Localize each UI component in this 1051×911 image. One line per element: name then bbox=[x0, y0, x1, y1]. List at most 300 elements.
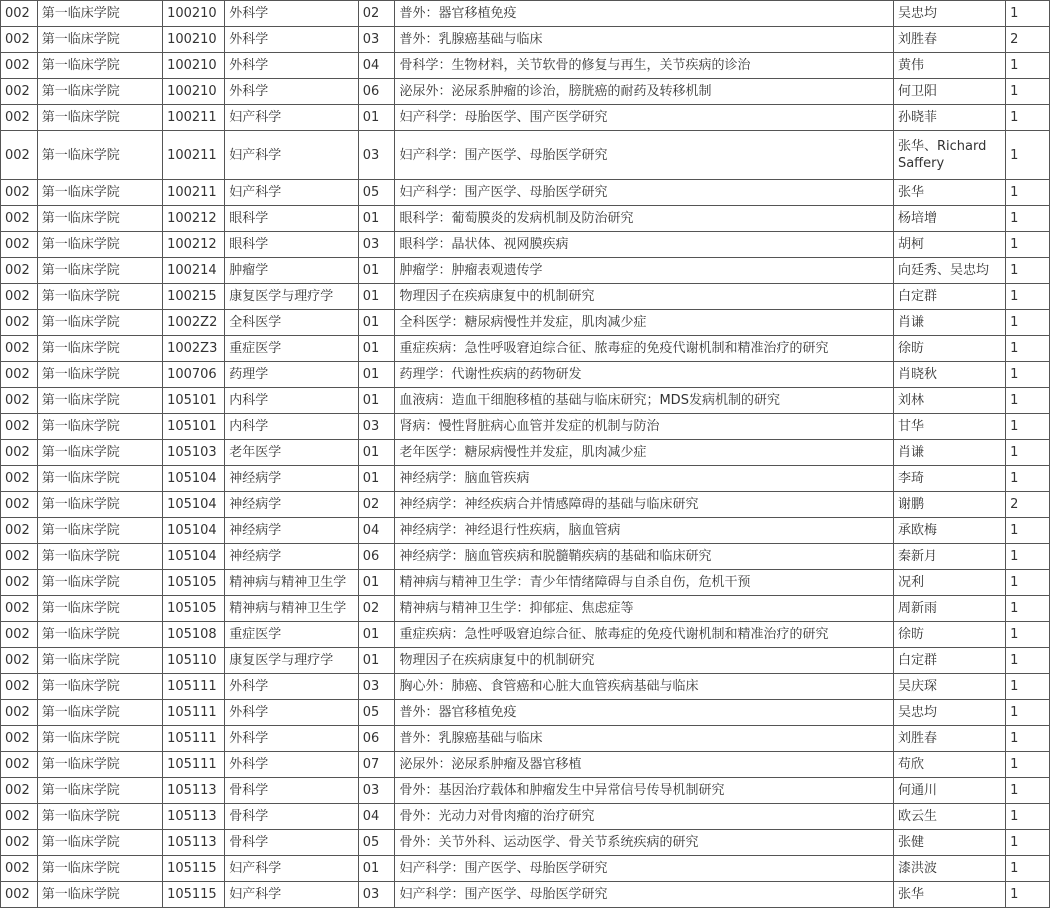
direction-code-cell: 06 bbox=[358, 79, 395, 105]
major-name-cell: 外科学 bbox=[225, 726, 359, 752]
quota-cell: 2 bbox=[1006, 492, 1050, 518]
quota-cell: 1 bbox=[1006, 544, 1050, 570]
major-name-cell: 老年医学 bbox=[225, 440, 359, 466]
unit-name-cell: 第一临床学院 bbox=[37, 492, 162, 518]
unit-name-cell: 第一临床学院 bbox=[37, 648, 162, 674]
direction-code-cell: 01 bbox=[358, 362, 395, 388]
table-row bbox=[1, 180, 1050, 206]
major-name-cell: 外科学 bbox=[225, 752, 359, 778]
unit-name-cell: 第一临床学院 bbox=[37, 570, 162, 596]
major-code-cell: 100211 bbox=[163, 180, 225, 206]
major-name-cell: 神经病学 bbox=[225, 466, 359, 492]
direction-code-cell: 01 bbox=[358, 284, 395, 310]
major-code-cell: 100210 bbox=[163, 79, 225, 105]
unit-code-cell: 002 bbox=[1, 466, 38, 492]
supervisor-cell: 刘林 bbox=[893, 388, 1005, 414]
unit-code-cell: 002 bbox=[1, 206, 38, 232]
supervisor-cell: 张华、Richard Saffery bbox=[893, 131, 1005, 180]
table-row bbox=[1, 105, 1050, 131]
table-row bbox=[1, 570, 1050, 596]
major-code-cell: 100210 bbox=[163, 27, 225, 53]
table-row bbox=[1, 596, 1050, 622]
unit-name-cell: 第一临床学院 bbox=[37, 1, 162, 27]
research-direction-cell: 妇产科学：母胎医学、围产医学研究 bbox=[395, 105, 894, 131]
quota-cell: 1 bbox=[1006, 362, 1050, 388]
unit-code-cell: 002 bbox=[1, 388, 38, 414]
research-direction-cell: 骨外：关节外科、运动医学、骨关节系统疾病的研究 bbox=[395, 830, 894, 856]
supervisor-cell: 吴庆琛 bbox=[893, 674, 1005, 700]
direction-code-cell: 01 bbox=[358, 440, 395, 466]
supervisor-cell: 肖晓秋 bbox=[893, 362, 1005, 388]
major-name-cell: 神经病学 bbox=[225, 492, 359, 518]
supervisor-cell: 孙晓菲 bbox=[893, 105, 1005, 131]
unit-code-cell: 002 bbox=[1, 362, 38, 388]
direction-code-cell: 04 bbox=[358, 804, 395, 830]
supervisor-cell: 向廷秀、吴忠均 bbox=[893, 258, 1005, 284]
major-name-cell: 康复医学与理疗学 bbox=[225, 648, 359, 674]
research-direction-cell: 普外：乳腺癌基础与临床 bbox=[395, 27, 894, 53]
quota-cell: 1 bbox=[1006, 232, 1050, 258]
major-name-cell: 妇产科学 bbox=[225, 180, 359, 206]
table-row bbox=[1, 206, 1050, 232]
unit-code-cell: 002 bbox=[1, 310, 38, 336]
table-row bbox=[1, 830, 1050, 856]
unit-code-cell: 002 bbox=[1, 544, 38, 570]
supervisor-cell: 杨培增 bbox=[893, 206, 1005, 232]
major-name-cell: 外科学 bbox=[225, 27, 359, 53]
table-row bbox=[1, 232, 1050, 258]
table-row bbox=[1, 440, 1050, 466]
direction-code-cell: 01 bbox=[358, 105, 395, 131]
direction-code-cell: 01 bbox=[358, 258, 395, 284]
major-code-cell: 100212 bbox=[163, 232, 225, 258]
supervisor-cell: 刘胜春 bbox=[893, 726, 1005, 752]
quota-cell: 1 bbox=[1006, 336, 1050, 362]
major-code-cell: 105111 bbox=[163, 700, 225, 726]
direction-code-cell: 06 bbox=[358, 544, 395, 570]
unit-code-cell: 002 bbox=[1, 284, 38, 310]
major-name-cell: 妇产科学 bbox=[225, 105, 359, 131]
research-direction-cell: 肾病：慢性肾脏病心血管并发症的机制与防治 bbox=[395, 414, 894, 440]
major-code-cell: 1002Z3 bbox=[163, 336, 225, 362]
table-row bbox=[1, 752, 1050, 778]
unit-code-cell: 002 bbox=[1, 53, 38, 79]
direction-code-cell: 03 bbox=[358, 131, 395, 180]
table-row bbox=[1, 544, 1050, 570]
unit-code-cell: 002 bbox=[1, 1, 38, 27]
research-direction-cell: 眼科学：葡萄膜炎的发病机制及防治研究 bbox=[395, 206, 894, 232]
major-code-cell: 105104 bbox=[163, 518, 225, 544]
major-code-cell: 100215 bbox=[163, 284, 225, 310]
major-code-cell: 100211 bbox=[163, 131, 225, 180]
research-direction-cell: 骨科学：生物材料，关节软骨的修复与再生，关节疾病的诊治 bbox=[395, 53, 894, 79]
supervisor-cell: 徐昉 bbox=[893, 622, 1005, 648]
major-code-cell: 1002Z2 bbox=[163, 310, 225, 336]
table-row bbox=[1, 466, 1050, 492]
unit-name-cell: 第一临床学院 bbox=[37, 232, 162, 258]
unit-name-cell: 第一临床学院 bbox=[37, 596, 162, 622]
major-name-cell: 康复医学与理疗学 bbox=[225, 284, 359, 310]
unit-code-cell: 002 bbox=[1, 804, 38, 830]
direction-code-cell: 05 bbox=[358, 700, 395, 726]
major-code-cell: 105104 bbox=[163, 544, 225, 570]
quota-cell: 1 bbox=[1006, 414, 1050, 440]
major-name-cell: 神经病学 bbox=[225, 544, 359, 570]
unit-code-cell: 002 bbox=[1, 882, 38, 908]
unit-name-cell: 第一临床学院 bbox=[37, 752, 162, 778]
unit-code-cell: 002 bbox=[1, 131, 38, 180]
unit-name-cell: 第一临床学院 bbox=[37, 388, 162, 414]
unit-code-cell: 002 bbox=[1, 414, 38, 440]
direction-code-cell: 03 bbox=[358, 232, 395, 258]
research-direction-cell: 普外：乳腺癌基础与临床 bbox=[395, 726, 894, 752]
supervisor-cell: 漆洪波 bbox=[893, 856, 1005, 882]
unit-name-cell: 第一临床学院 bbox=[37, 622, 162, 648]
unit-name-cell: 第一临床学院 bbox=[37, 79, 162, 105]
research-direction-cell: 全科医学：糖尿病慢性并发症，肌肉减少症 bbox=[395, 310, 894, 336]
unit-name-cell: 第一临床学院 bbox=[37, 466, 162, 492]
direction-code-cell: 02 bbox=[358, 492, 395, 518]
major-code-cell: 105113 bbox=[163, 830, 225, 856]
unit-name-cell: 第一临床学院 bbox=[37, 131, 162, 180]
quota-cell: 1 bbox=[1006, 258, 1050, 284]
quota-cell: 1 bbox=[1006, 53, 1050, 79]
unit-name-cell: 第一临床学院 bbox=[37, 258, 162, 284]
quota-cell: 1 bbox=[1006, 79, 1050, 105]
unit-name-cell: 第一临床学院 bbox=[37, 440, 162, 466]
major-code-cell: 105115 bbox=[163, 882, 225, 908]
supervisor-cell: 吴忠均 bbox=[893, 700, 1005, 726]
major-code-cell: 105105 bbox=[163, 596, 225, 622]
unit-code-cell: 002 bbox=[1, 180, 38, 206]
research-direction-cell: 眼科学：晶状体、视网膜疾病 bbox=[395, 232, 894, 258]
supervisor-cell: 张华 bbox=[893, 180, 1005, 206]
major-name-cell: 内科学 bbox=[225, 414, 359, 440]
quota-cell: 1 bbox=[1006, 752, 1050, 778]
direction-code-cell: 05 bbox=[358, 180, 395, 206]
direction-code-cell: 04 bbox=[358, 518, 395, 544]
unit-name-cell: 第一临床学院 bbox=[37, 105, 162, 131]
table-row bbox=[1, 648, 1050, 674]
supervisor-cell: 胡柯 bbox=[893, 232, 1005, 258]
direction-code-cell: 03 bbox=[358, 414, 395, 440]
unit-code-cell: 002 bbox=[1, 830, 38, 856]
research-direction-cell: 普外：器官移植免疫 bbox=[395, 700, 894, 726]
unit-name-cell: 第一临床学院 bbox=[37, 700, 162, 726]
supervisor-cell: 白定群 bbox=[893, 284, 1005, 310]
unit-name-cell: 第一临床学院 bbox=[37, 518, 162, 544]
table-row bbox=[1, 284, 1050, 310]
major-code-cell: 100214 bbox=[163, 258, 225, 284]
research-direction-cell: 神经病学：神经退行性疾病，脑血管病 bbox=[395, 518, 894, 544]
quota-cell: 2 bbox=[1006, 27, 1050, 53]
table-row bbox=[1, 336, 1050, 362]
table-row bbox=[1, 674, 1050, 700]
quota-cell: 1 bbox=[1006, 882, 1050, 908]
unit-name-cell: 第一临床学院 bbox=[37, 856, 162, 882]
quota-cell: 1 bbox=[1006, 778, 1050, 804]
research-direction-cell: 神经病学：脑血管疾病和脱髓鞘疾病的基础和临床研究 bbox=[395, 544, 894, 570]
research-direction-cell: 普外：器官移植免疫 bbox=[395, 1, 894, 27]
unit-name-cell: 第一临床学院 bbox=[37, 362, 162, 388]
table-row bbox=[1, 1, 1050, 27]
supervisor-cell: 秦新月 bbox=[893, 544, 1005, 570]
major-code-cell: 105113 bbox=[163, 804, 225, 830]
direction-code-cell: 03 bbox=[358, 882, 395, 908]
quota-cell: 1 bbox=[1006, 726, 1050, 752]
quota-cell: 1 bbox=[1006, 830, 1050, 856]
major-name-cell: 内科学 bbox=[225, 388, 359, 414]
unit-name-cell: 第一临床学院 bbox=[37, 726, 162, 752]
research-direction-cell: 胸心外：肺癌、食管癌和心脏大血管疾病基础与临床 bbox=[395, 674, 894, 700]
unit-code-cell: 002 bbox=[1, 674, 38, 700]
major-name-cell: 药理学 bbox=[225, 362, 359, 388]
unit-name-cell: 第一临床学院 bbox=[37, 804, 162, 830]
direction-code-cell: 05 bbox=[358, 830, 395, 856]
unit-name-cell: 第一临床学院 bbox=[37, 310, 162, 336]
major-code-cell: 105105 bbox=[163, 570, 225, 596]
major-code-cell: 105104 bbox=[163, 466, 225, 492]
major-code-cell: 105115 bbox=[163, 856, 225, 882]
research-direction-cell: 神经病学：神经疾病合并情感障碍的基础与临床研究 bbox=[395, 492, 894, 518]
direction-code-cell: 03 bbox=[358, 778, 395, 804]
table-row bbox=[1, 27, 1050, 53]
research-direction-cell: 骨外：光动力对骨肉瘤的治疗研究 bbox=[395, 804, 894, 830]
unit-name-cell: 第一临床学院 bbox=[37, 206, 162, 232]
direction-code-cell: 07 bbox=[358, 752, 395, 778]
research-direction-cell: 药理学：代谢性疾病的药物研发 bbox=[395, 362, 894, 388]
unit-name-cell: 第一临床学院 bbox=[37, 284, 162, 310]
quota-cell: 1 bbox=[1006, 856, 1050, 882]
unit-code-cell: 002 bbox=[1, 258, 38, 284]
major-code-cell: 100211 bbox=[163, 105, 225, 131]
unit-code-cell: 002 bbox=[1, 752, 38, 778]
unit-code-cell: 002 bbox=[1, 596, 38, 622]
direction-code-cell: 02 bbox=[358, 1, 395, 27]
unit-code-cell: 002 bbox=[1, 778, 38, 804]
major-name-cell: 外科学 bbox=[225, 1, 359, 27]
research-direction-cell: 骨外：基因治疗载体和肿瘤发生中异常信号传导机制研究 bbox=[395, 778, 894, 804]
unit-code-cell: 002 bbox=[1, 232, 38, 258]
major-name-cell: 妇产科学 bbox=[225, 882, 359, 908]
quota-cell: 1 bbox=[1006, 804, 1050, 830]
supervisor-cell: 肖谦 bbox=[893, 310, 1005, 336]
supervisor-cell: 白定群 bbox=[893, 648, 1005, 674]
table-row bbox=[1, 310, 1050, 336]
major-name-cell: 外科学 bbox=[225, 674, 359, 700]
table-row bbox=[1, 258, 1050, 284]
direction-code-cell: 01 bbox=[358, 648, 395, 674]
major-code-cell: 105111 bbox=[163, 726, 225, 752]
quota-cell: 1 bbox=[1006, 466, 1050, 492]
quota-cell: 1 bbox=[1006, 105, 1050, 131]
major-name-cell: 重症医学 bbox=[225, 336, 359, 362]
table-row bbox=[1, 518, 1050, 544]
unit-code-cell: 002 bbox=[1, 856, 38, 882]
major-name-cell: 外科学 bbox=[225, 79, 359, 105]
major-name-cell: 骨科学 bbox=[225, 804, 359, 830]
major-code-cell: 100210 bbox=[163, 53, 225, 79]
quota-cell: 1 bbox=[1006, 570, 1050, 596]
supervisor-cell: 张健 bbox=[893, 830, 1005, 856]
research-direction-cell: 妇产科学：围产医学、母胎医学研究 bbox=[395, 882, 894, 908]
major-name-cell: 眼科学 bbox=[225, 232, 359, 258]
direction-code-cell: 01 bbox=[358, 336, 395, 362]
unit-name-cell: 第一临床学院 bbox=[37, 336, 162, 362]
research-direction-cell: 物理因子在疾病康复中的机制研究 bbox=[395, 284, 894, 310]
unit-code-cell: 002 bbox=[1, 622, 38, 648]
unit-name-cell: 第一临床学院 bbox=[37, 180, 162, 206]
table-row bbox=[1, 778, 1050, 804]
supervisor-cell: 张华 bbox=[893, 882, 1005, 908]
major-code-cell: 105111 bbox=[163, 674, 225, 700]
research-direction-cell: 精神病与精神卫生学：青少年情绪障碍与自杀自伤，危机干预 bbox=[395, 570, 894, 596]
major-name-cell: 全科医学 bbox=[225, 310, 359, 336]
direction-code-cell: 01 bbox=[358, 570, 395, 596]
supervisor-cell: 黄伟 bbox=[893, 53, 1005, 79]
table-row bbox=[1, 622, 1050, 648]
table-body bbox=[1, 1, 1050, 908]
major-code-cell: 100706 bbox=[163, 362, 225, 388]
major-name-cell: 骨科学 bbox=[225, 830, 359, 856]
quota-cell: 1 bbox=[1006, 206, 1050, 232]
major-name-cell: 重症医学 bbox=[225, 622, 359, 648]
quota-cell: 1 bbox=[1006, 440, 1050, 466]
table-row bbox=[1, 53, 1050, 79]
major-code-cell: 105101 bbox=[163, 388, 225, 414]
unit-code-cell: 002 bbox=[1, 492, 38, 518]
direction-code-cell: 01 bbox=[358, 466, 395, 492]
supervisor-cell: 肖谦 bbox=[893, 440, 1005, 466]
research-direction-cell: 泌尿外：泌尿系肿瘤的诊治，膀胱癌的耐药及转移机制 bbox=[395, 79, 894, 105]
table-row bbox=[1, 856, 1050, 882]
quota-cell: 1 bbox=[1006, 596, 1050, 622]
supervisor-cell: 李琦 bbox=[893, 466, 1005, 492]
table-row bbox=[1, 388, 1050, 414]
major-name-cell: 外科学 bbox=[225, 53, 359, 79]
research-direction-cell: 妇产科学：围产医学、母胎医学研究 bbox=[395, 131, 894, 180]
table-row bbox=[1, 79, 1050, 105]
quota-cell: 1 bbox=[1006, 284, 1050, 310]
research-direction-cell: 血液病：造血干细胞移植的基础与临床研究；MDS发病机制的研究 bbox=[395, 388, 894, 414]
unit-code-cell: 002 bbox=[1, 105, 38, 131]
supervisor-cell: 何卫阳 bbox=[893, 79, 1005, 105]
unit-code-cell: 002 bbox=[1, 336, 38, 362]
table-row bbox=[1, 726, 1050, 752]
table-row bbox=[1, 882, 1050, 908]
research-direction-cell: 精神病与精神卫生学：抑郁症、焦虑症等 bbox=[395, 596, 894, 622]
major-name-cell: 妇产科学 bbox=[225, 131, 359, 180]
research-direction-cell: 重症疾病：急性呼吸窘迫综合征、脓毒症的免疫代谢机制和精准治疗的研究 bbox=[395, 622, 894, 648]
direction-code-cell: 03 bbox=[358, 27, 395, 53]
research-direction-cell: 物理因子在疾病康复中的机制研究 bbox=[395, 648, 894, 674]
major-code-cell: 105101 bbox=[163, 414, 225, 440]
unit-name-cell: 第一临床学院 bbox=[37, 674, 162, 700]
unit-code-cell: 002 bbox=[1, 700, 38, 726]
table-row bbox=[1, 414, 1050, 440]
supervisor-cell: 刘胜春 bbox=[893, 27, 1005, 53]
supervisor-cell: 甘华 bbox=[893, 414, 1005, 440]
unit-code-cell: 002 bbox=[1, 726, 38, 752]
unit-name-cell: 第一临床学院 bbox=[37, 544, 162, 570]
major-name-cell: 精神病与精神卫生学 bbox=[225, 596, 359, 622]
major-name-cell: 外科学 bbox=[225, 700, 359, 726]
major-name-cell: 肿瘤学 bbox=[225, 258, 359, 284]
unit-code-cell: 002 bbox=[1, 440, 38, 466]
quota-cell: 1 bbox=[1006, 131, 1050, 180]
major-code-cell: 105103 bbox=[163, 440, 225, 466]
supervisor-cell: 吴忠均 bbox=[893, 1, 1005, 27]
major-name-cell: 眼科学 bbox=[225, 206, 359, 232]
unit-name-cell: 第一临床学院 bbox=[37, 27, 162, 53]
major-code-cell: 105110 bbox=[163, 648, 225, 674]
table-row bbox=[1, 362, 1050, 388]
major-name-cell: 神经病学 bbox=[225, 518, 359, 544]
quota-cell: 1 bbox=[1006, 518, 1050, 544]
supervisor-cell: 周新雨 bbox=[893, 596, 1005, 622]
direction-code-cell: 03 bbox=[358, 674, 395, 700]
supervisor-cell: 何通川 bbox=[893, 778, 1005, 804]
quota-cell: 1 bbox=[1006, 622, 1050, 648]
quota-cell: 1 bbox=[1006, 388, 1050, 414]
supervisor-cell: 徐昉 bbox=[893, 336, 1005, 362]
direction-code-cell: 01 bbox=[358, 388, 395, 414]
research-direction-cell: 重症疾病：急性呼吸窘迫综合征、脓毒症的免疫代谢机制和精准治疗的研究 bbox=[395, 336, 894, 362]
direction-code-cell: 01 bbox=[358, 206, 395, 232]
research-direction-cell: 妇产科学：围产医学、母胎医学研究 bbox=[395, 180, 894, 206]
quota-cell: 1 bbox=[1006, 1, 1050, 27]
unit-code-cell: 002 bbox=[1, 570, 38, 596]
research-direction-cell: 神经病学：脑血管疾病 bbox=[395, 466, 894, 492]
supervisor-cell: 承欧梅 bbox=[893, 518, 1005, 544]
direction-code-cell: 01 bbox=[358, 856, 395, 882]
research-direction-cell: 老年医学：糖尿病慢性并发症，肌肉减少症 bbox=[395, 440, 894, 466]
unit-code-cell: 002 bbox=[1, 648, 38, 674]
major-name-cell: 骨科学 bbox=[225, 778, 359, 804]
quota-cell: 1 bbox=[1006, 700, 1050, 726]
unit-name-cell: 第一临床学院 bbox=[37, 414, 162, 440]
table-row bbox=[1, 804, 1050, 830]
major-code-cell: 105108 bbox=[163, 622, 225, 648]
unit-name-cell: 第一临床学院 bbox=[37, 778, 162, 804]
quota-cell: 1 bbox=[1006, 310, 1050, 336]
unit-name-cell: 第一临床学院 bbox=[37, 882, 162, 908]
major-name-cell: 精神病与精神卫生学 bbox=[225, 570, 359, 596]
direction-code-cell: 06 bbox=[358, 726, 395, 752]
major-code-cell: 105113 bbox=[163, 778, 225, 804]
major-code-cell: 105104 bbox=[163, 492, 225, 518]
supervisor-cell: 苟欣 bbox=[893, 752, 1005, 778]
unit-code-cell: 002 bbox=[1, 79, 38, 105]
unit-name-cell: 第一临床学院 bbox=[37, 53, 162, 79]
table-row bbox=[1, 131, 1050, 180]
direction-code-cell: 02 bbox=[358, 596, 395, 622]
direction-code-cell: 01 bbox=[358, 310, 395, 336]
supervisor-cell: 谢鹏 bbox=[893, 492, 1005, 518]
research-direction-cell: 妇产科学：围产医学、母胎医学研究 bbox=[395, 856, 894, 882]
table-row bbox=[1, 492, 1050, 518]
research-direction-cell: 肿瘤学：肿瘤表观遗传学 bbox=[395, 258, 894, 284]
direction-code-cell: 04 bbox=[358, 53, 395, 79]
supervisor-cell: 欧云生 bbox=[893, 804, 1005, 830]
research-direction-cell: 泌尿外：泌尿系肿瘤及器官移植 bbox=[395, 752, 894, 778]
major-code-cell: 105111 bbox=[163, 752, 225, 778]
quota-cell: 1 bbox=[1006, 180, 1050, 206]
major-code-cell: 100210 bbox=[163, 1, 225, 27]
unit-code-cell: 002 bbox=[1, 518, 38, 544]
supervisor-cell: 况利 bbox=[893, 570, 1005, 596]
unit-name-cell: 第一临床学院 bbox=[37, 830, 162, 856]
